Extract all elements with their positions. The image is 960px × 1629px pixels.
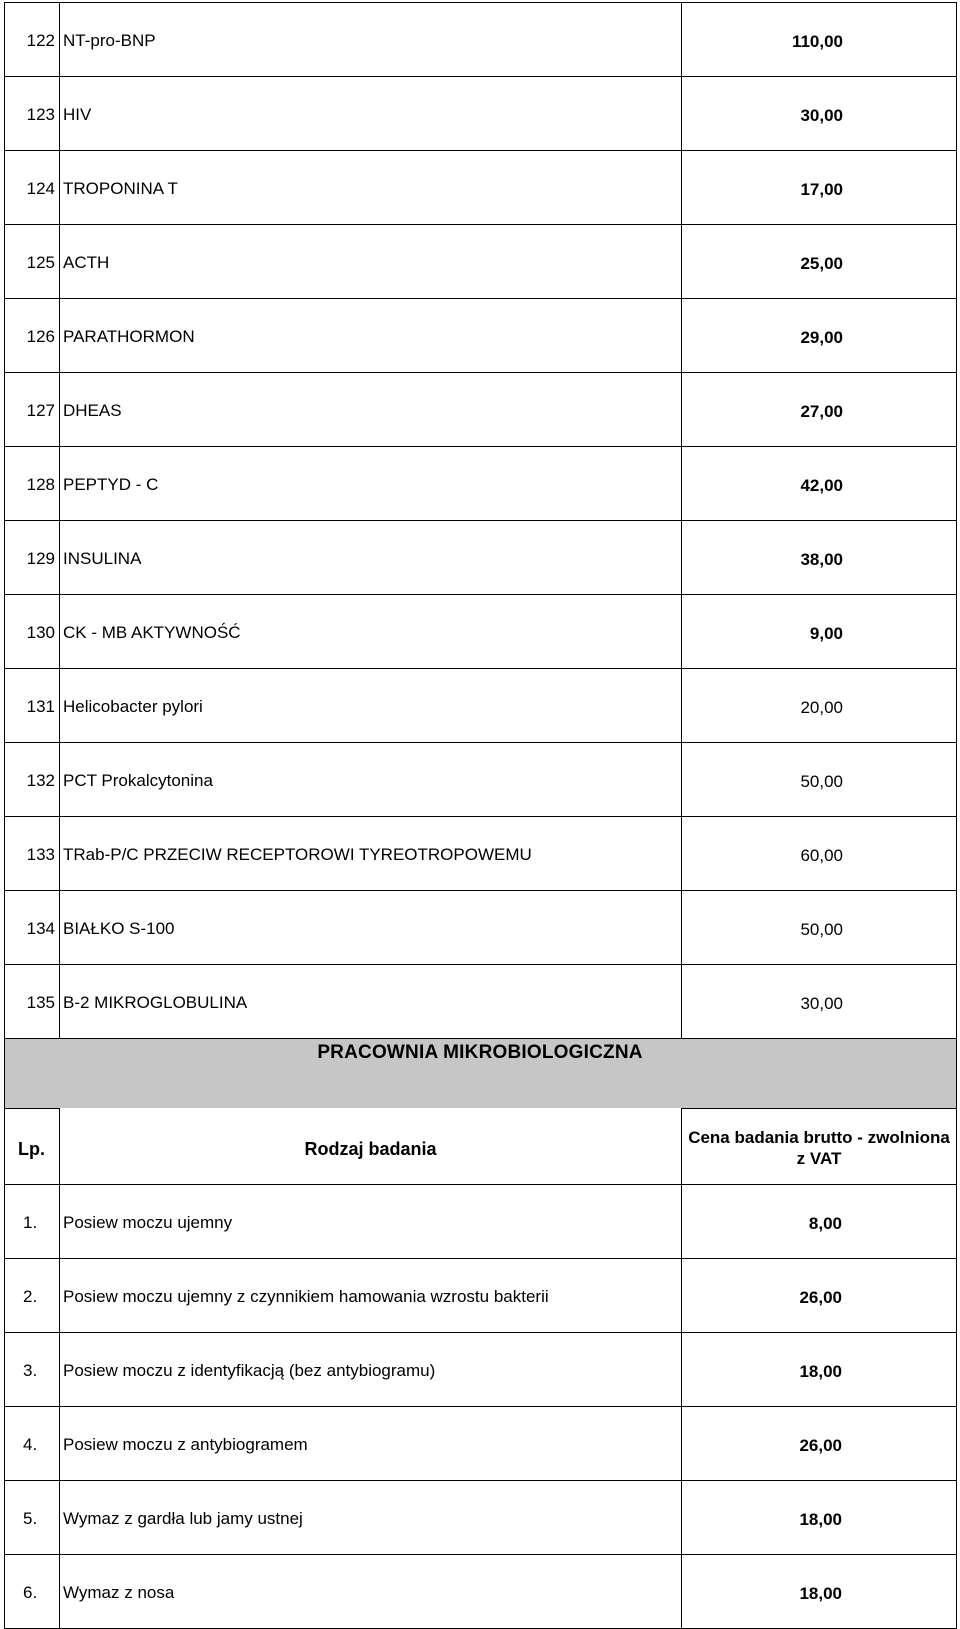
row-number: 134 xyxy=(5,891,60,965)
row-number: 6. xyxy=(5,1555,60,1629)
test-name: PEPTYD - C xyxy=(60,447,682,521)
column-header-price: Cena badania brutto - zwolniona z VAT xyxy=(682,1109,957,1185)
table-row xyxy=(5,1185,957,1259)
row-number: 133 xyxy=(5,817,60,891)
column-header-lp: Lp. xyxy=(5,1109,60,1185)
table-row xyxy=(5,743,957,817)
row-number: 135 xyxy=(5,965,60,1039)
row-number: 130 xyxy=(5,595,60,669)
row-number: 4. xyxy=(5,1407,60,1481)
test-price: 110,00 xyxy=(682,3,957,77)
row-number: 131 xyxy=(5,669,60,743)
test-name: TROPONINA T xyxy=(60,151,682,225)
test-price: 38,00 xyxy=(682,521,957,595)
table-row xyxy=(5,1555,957,1629)
test-price: 18,00 xyxy=(682,1555,957,1629)
test-name: Posiew moczu ujemny z czynnikiem hamowania wzrostu bakterii xyxy=(60,1259,682,1333)
test-price: 27,00 xyxy=(682,373,957,447)
test-price: 26,00 xyxy=(682,1407,957,1481)
row-number: 129 xyxy=(5,521,60,595)
test-price: 30,00 xyxy=(682,77,957,151)
price-table xyxy=(4,2,957,1629)
test-name: PARATHORMON xyxy=(60,299,682,373)
row-number: 132 xyxy=(5,743,60,817)
table-row xyxy=(5,669,957,743)
table-row xyxy=(5,1407,957,1481)
test-name: Wymaz z nosa xyxy=(60,1555,682,1629)
table-row xyxy=(5,225,957,299)
test-price: 9,00 xyxy=(682,595,957,669)
test-name: B-2 MIKROGLOBULINA xyxy=(60,965,682,1039)
test-price: 20,00 xyxy=(682,669,957,743)
test-name: TRab-P/C PRZECIW RECEPTOROWI TYREOTROPOWEMU xyxy=(60,817,682,891)
table-row xyxy=(5,1481,957,1555)
row-number: 3. xyxy=(5,1333,60,1407)
table-row xyxy=(5,817,957,891)
table-row xyxy=(5,373,957,447)
test-name: HIV xyxy=(60,77,682,151)
test-price: 50,00 xyxy=(682,891,957,965)
test-price: 50,00 xyxy=(682,743,957,817)
test-price: 25,00 xyxy=(682,225,957,299)
row-number: 125 xyxy=(5,225,60,299)
test-name: BIAŁKO S-100 xyxy=(60,891,682,965)
test-name: NT-pro-BNP xyxy=(60,3,682,77)
test-price: 18,00 xyxy=(682,1481,957,1555)
test-name: CK - MB AKTYWNOŚĆ xyxy=(60,595,682,669)
table-row xyxy=(5,77,957,151)
test-price: 42,00 xyxy=(682,447,957,521)
table-row xyxy=(5,151,957,225)
section-title: PRACOWNIA MIKROBIOLOGICZNA xyxy=(317,1042,643,1063)
test-name: Wymaz z gardła lub jamy ustnej xyxy=(60,1481,682,1555)
table-row xyxy=(5,299,957,373)
test-price: 30,00 xyxy=(682,965,957,1039)
table-row xyxy=(5,891,957,965)
test-price: 18,00 xyxy=(682,1333,957,1407)
test-name: PCT Prokalcytonina xyxy=(60,743,682,817)
row-number: 127 xyxy=(5,373,60,447)
test-name: ACTH xyxy=(60,225,682,299)
row-number: 2. xyxy=(5,1259,60,1333)
microbiology-tests-body xyxy=(5,1185,957,1629)
row-number: 128 xyxy=(5,447,60,521)
row-number: 126 xyxy=(5,299,60,373)
row-number: 123 xyxy=(5,77,60,151)
test-name: Helicobacter pylori xyxy=(60,669,682,743)
test-name: Posiew moczu ujemny xyxy=(60,1185,682,1259)
table-row xyxy=(5,965,957,1039)
test-price: 26,00 xyxy=(682,1259,957,1333)
column-header-name: Rodzaj badania xyxy=(60,1109,682,1185)
test-name: DHEAS xyxy=(60,373,682,447)
test-name: INSULINA xyxy=(60,521,682,595)
lab-tests-body xyxy=(5,3,957,1039)
test-name: Posiew moczu z identyfikacją (bez antybiogramu) xyxy=(60,1333,682,1407)
table-row xyxy=(5,1333,957,1407)
test-price: 29,00 xyxy=(682,299,957,373)
column-header-row xyxy=(5,1109,957,1185)
test-name: Posiew moczu z antybiogramem xyxy=(60,1407,682,1481)
test-price: 8,00 xyxy=(682,1185,957,1259)
row-number: 124 xyxy=(5,151,60,225)
table-row xyxy=(5,447,957,521)
test-price: 60,00 xyxy=(682,817,957,891)
table-row xyxy=(5,1259,957,1333)
row-number: 1. xyxy=(5,1185,60,1259)
table-row xyxy=(5,521,957,595)
test-price: 17,00 xyxy=(682,151,957,225)
row-number: 5. xyxy=(5,1481,60,1555)
row-number: 122 xyxy=(5,3,60,77)
table-row xyxy=(5,3,957,77)
table-row xyxy=(5,595,957,669)
